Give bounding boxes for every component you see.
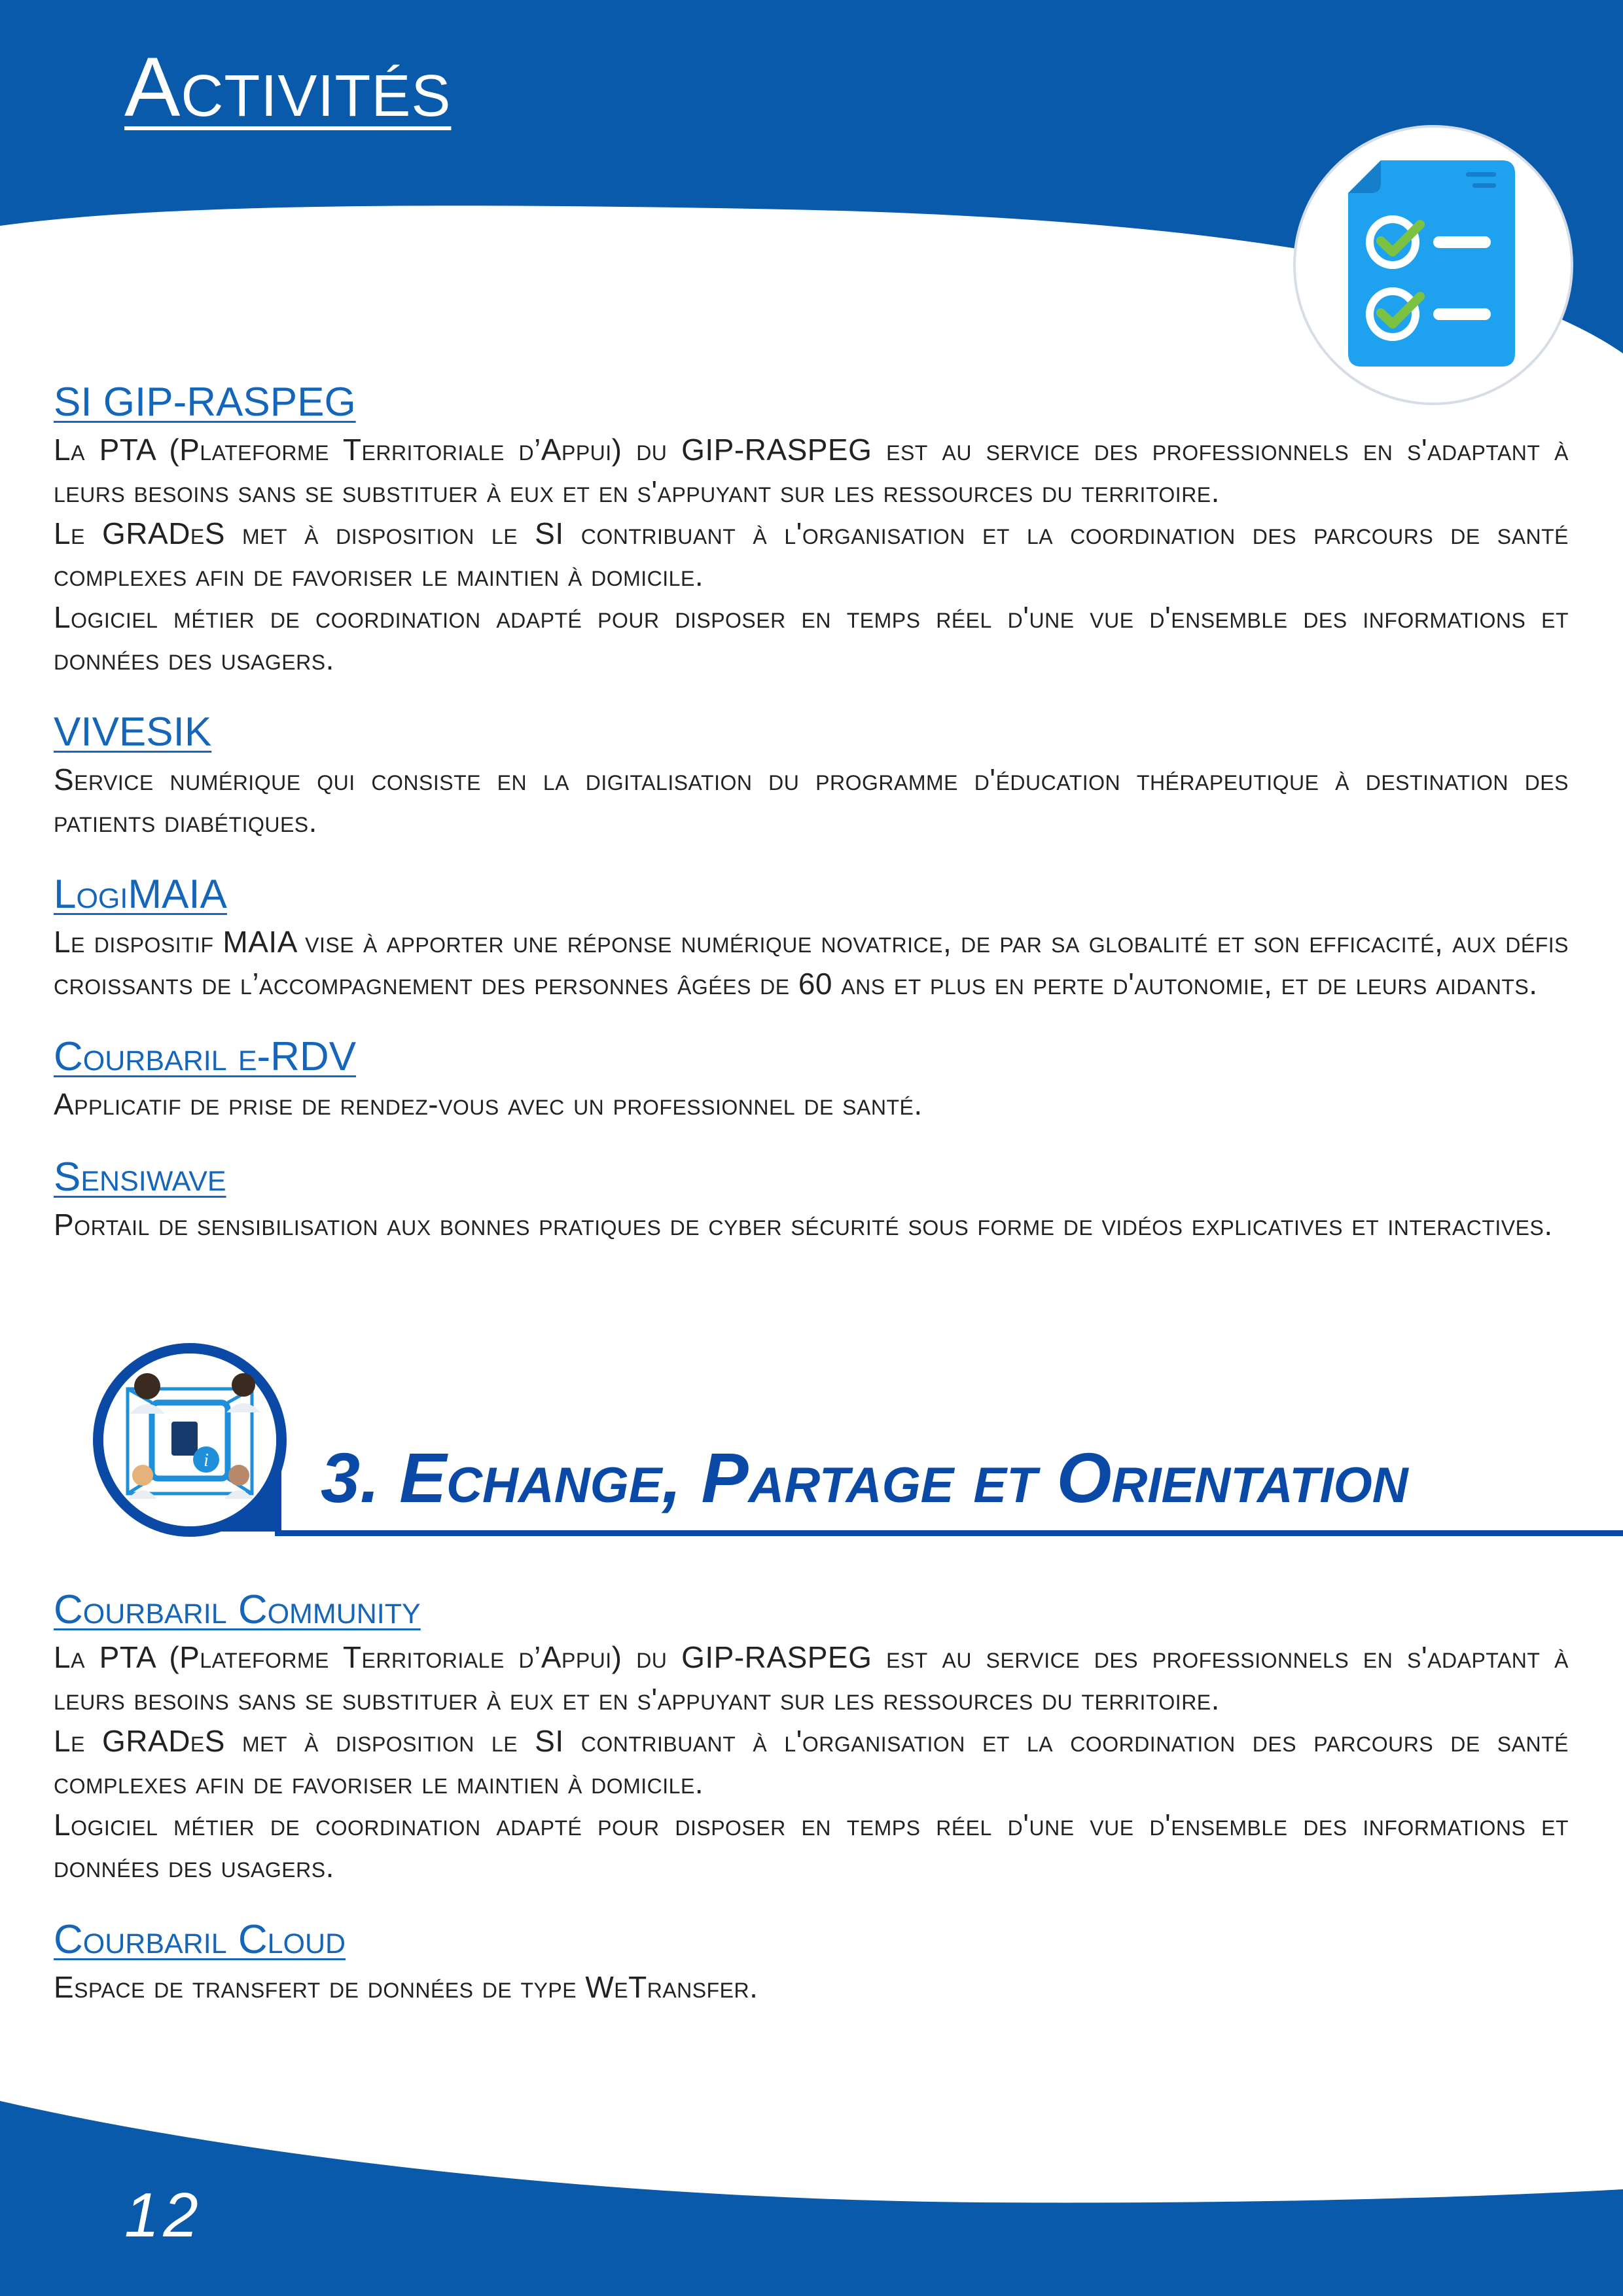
item-title-link[interactable]: SI GIP-RASPEG [54, 380, 356, 425]
svg-text:i: i [204, 1450, 209, 1471]
item-paragraph: Applicatif de prise de rendez-vous avec un professionnel de santé. [54, 1087, 923, 1121]
activities-list [54, 376, 1569, 1272]
page-title: Activités [124, 41, 452, 134]
item-vivesik [54, 706, 1569, 842]
item-paragraph: Le GRADeS met à disposition le SI contribuant à l'organisation et la coordination des parcours de santé complexes afin de favoriser le maintien à domicile. [54, 1724, 1569, 1800]
item-sensiwave [54, 1151, 1569, 1246]
item-paragraph: La PTA (Plateforme Territoriale d’Appui) du GIP-RASPEG est au service des professionnels en s'adaptant à leurs besoins sans se substituer à eux et en s'appuyant sur les ressources du territoire. [54, 1640, 1569, 1716]
item-paragraph: Le GRADeS met à disposition le SI contribuant à l'organisation et la coordination des parcours de santé complexes afin de favoriser le maintien à domicile. [54, 516, 1569, 592]
item-title-link[interactable]: Courbaril Community [54, 1587, 421, 1632]
item-paragraph: Le dispositif MAIA vise à apporter une réponse numérique novatrice, de par sa globalité et son efficacité, aux défis croissants de l’accompagnement des personnes âgées de 60 ans et plus en perte d'autonomie, et de leurs aidants. [54, 925, 1569, 1001]
checklist-document-icon [1289, 121, 1577, 409]
item-paragraph: Logiciel métier de coordination adapté pour disposer en temps réel d'une vue d'ensemble des informations et données des usagers. [54, 1808, 1569, 1884]
item-title-link[interactable]: Courbaril e-RDV [54, 1034, 357, 1079]
item-paragraph: Logiciel métier de coordination adapté pour disposer en temps réel d'une vue d'ensemble des informations et données des usagers. [54, 600, 1569, 676]
item-title-link[interactable]: VIVESIK [54, 709, 212, 755]
item-courbaril-cloud [54, 1914, 1569, 2008]
item-paragraph: La PTA (Plateforme Territoriale d’Appui) du GIP-RASPEG est au service des professionnels en s'adaptant à leurs besoins sans se substituer à eux et en s'appuyant sur les ressources du territoire. [54, 433, 1569, 509]
exchange-list [54, 1584, 1569, 2034]
item-si-gip-raspeg [54, 376, 1569, 680]
item-courbaril-community [54, 1584, 1569, 1888]
section-heading: 3. Echange, Partage et Orientation [321, 1438, 1408, 1517]
item-paragraph: Espace de transfert de données de type WeTransfer. [54, 1970, 758, 2004]
page-number: 12 [124, 2180, 202, 2250]
item-logimaia [54, 869, 1569, 1005]
item-title-link[interactable]: Sensiwave [54, 1155, 226, 1200]
item-paragraph: Portail de sensibilisation aux bonnes pratiques de cyber sécurité sous forme de vidéos explicatives et interactives. [54, 1208, 1553, 1242]
item-paragraph: Service numérique qui consiste en la digitalisation du programme d'éducation thérapeutique à destination des patients diabétiques. [54, 762, 1569, 838]
footer-band [0, 2062, 1623, 2296]
item-title-link[interactable]: Courbaril Cloud [54, 1917, 346, 1962]
item-courbaril-e-rdv [54, 1031, 1569, 1125]
item-title-link[interactable]: LogiMAIA [54, 872, 227, 917]
